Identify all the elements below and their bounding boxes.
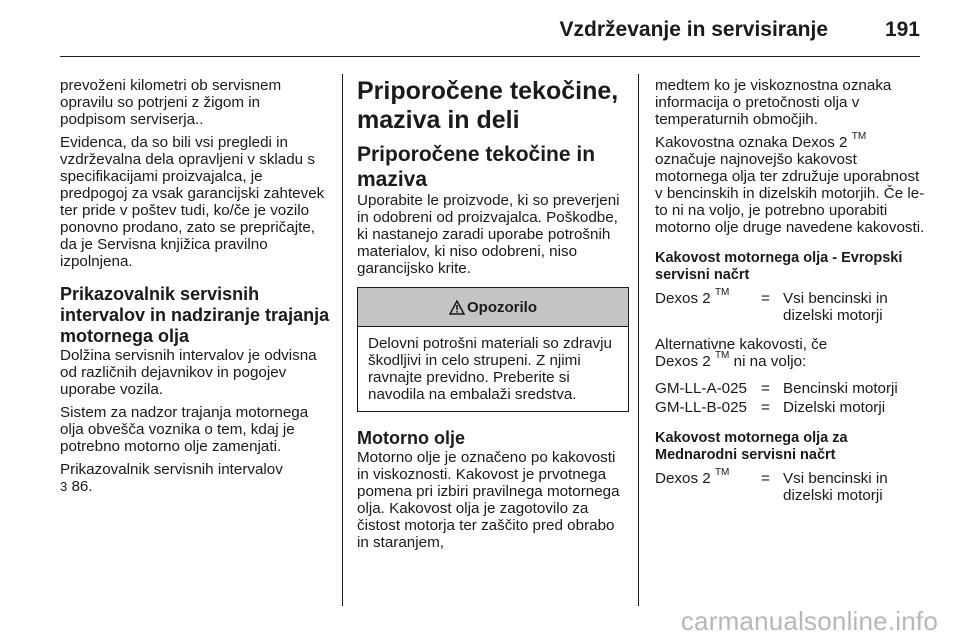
header-divider	[60, 56, 920, 57]
trademark: TM	[851, 130, 867, 142]
paragraph: medtem ko je viskoznostna oznaka informacija o pretočnosti olja v temperaturnih območjih.	[655, 77, 892, 128]
paragraph	[655, 130, 930, 236]
warning-body	[358, 327, 628, 411]
spec-value: Vsi bencinski in dizelski motorji	[783, 470, 888, 504]
spec-value: Bencinski motorji	[783, 380, 898, 397]
spec-row	[655, 380, 930, 397]
warning-box	[357, 287, 629, 412]
spec-heading: Kakovost motornega olja - Evropski servisni načrt	[655, 250, 903, 283]
spec-heading: Kakovost motornega olja za Mednarodni servisni načrt	[655, 430, 848, 463]
spec-equals: =	[761, 399, 770, 416]
spec-row	[655, 466, 930, 504]
column-divider-1	[342, 74, 343, 606]
page-number: 191	[884, 18, 920, 41]
page-reference-arrow-icon: 3	[60, 479, 68, 494]
spec-value: Dizelski motorji	[783, 399, 886, 416]
dexos-description: označuje najnovejšo kakovost motornega olja ter združuje uporabnost v bencinskih in dizelskih motorjih. Če le-to ni na voljo, je potrebno uporabiti motorno olje druge navedene kakovosti.	[655, 151, 925, 236]
column-left	[60, 77, 330, 501]
spec-row	[655, 399, 930, 416]
warning-text: Delovni potrošni materiali so zdravju škodljivi in celo strupeni. Z njimi ravnajte previdno. Preberite si navodila na embalaži sredstva.	[368, 335, 612, 403]
watermark: carmanualsonline.info	[680, 606, 938, 636]
spec-key: Dexos 2 ™	[655, 286, 730, 307]
column-middle	[357, 77, 629, 557]
column-divider-2	[638, 74, 639, 606]
section-heading: Priporočene tekočine in maziva	[357, 143, 596, 191]
spec-equals: =	[761, 290, 770, 307]
column-right	[655, 77, 930, 506]
section-heading: Prikazovalnik servisnih intervalov in nadziranje trajanja motornega olja	[60, 284, 330, 346]
spec-key: Dexos 2 ™	[655, 466, 730, 487]
paragraph: prevoženi kilometri ob servisnem opravilu so potrjeni z žigom in podpisom serviserja..	[60, 77, 282, 128]
reference-text: Prikazovalnik servisnih intervalov	[60, 461, 283, 478]
spec-equals: =	[761, 380, 770, 397]
paragraph: Sistem za nadzor trajanja motornega olja obvešča voznika o tem, kdaj je potrebno motorno olje zamenjati.	[60, 404, 309, 455]
warning-title: Opozorilo	[467, 298, 537, 316]
warning-triangle-icon	[449, 300, 465, 315]
paragraph: Evidenca, da so bili vsi pregledi in vzdrževalna dela opravljeni v skladu s specifikacijami proizvajalca, je predpogoj za vsak garancijski zahtevek ter pride v poštev tudi, ko/če je vozilo ponovno prodano, zato se prepričajte, da je Servisna knjižica pravilno izpolnjena.	[60, 134, 325, 270]
spec-value: Vsi bencinski in dizelski motorji	[783, 290, 888, 324]
section-title: Vzdrževanje in servisiranje	[559, 18, 828, 41]
spec-row	[655, 286, 930, 324]
paragraph: Alternativne kakovosti, če Dexos 2 ™ ni na voljo:	[655, 336, 828, 370]
spec-key: GM-LL-B-025	[655, 399, 748, 416]
subsection-heading: Motorno olje	[357, 428, 465, 448]
page-header	[60, 12, 920, 48]
dexos-text: Kakovostna oznaka Dexos 2	[655, 134, 848, 151]
chapter-heading: Priporočene tekočine, maziva in deli	[357, 77, 619, 134]
spec-key: GM-LL-A-025	[655, 380, 748, 397]
paragraph: Motorno olje je označeno po kakovosti in viskoznosti. Kakovost je prvotnega pomena pri izbiri pravilnega motornega olja. Kakovost olja je zagotovilo za čistost motorja ter zaščito pred obrabo in staranjem,	[357, 449, 620, 551]
paragraph: Uporabite le proizvode, ki so preverjeni in odobreni od proizvajalca. Poškodbe, ki nastanejo zaradi uporabe potrošnih materialov, ki niso odobreni, niso garancijsko krite.	[357, 192, 620, 277]
spec-equals: =	[761, 470, 770, 487]
page-reference-link[interactable]: 86.	[71, 478, 93, 495]
paragraph	[60, 461, 330, 495]
paragraph: Dolžina servisnih intervalov je odvisna od različnih dejavnikov in pogojev uporabe vozila.	[60, 347, 317, 398]
warning-header	[358, 288, 628, 327]
